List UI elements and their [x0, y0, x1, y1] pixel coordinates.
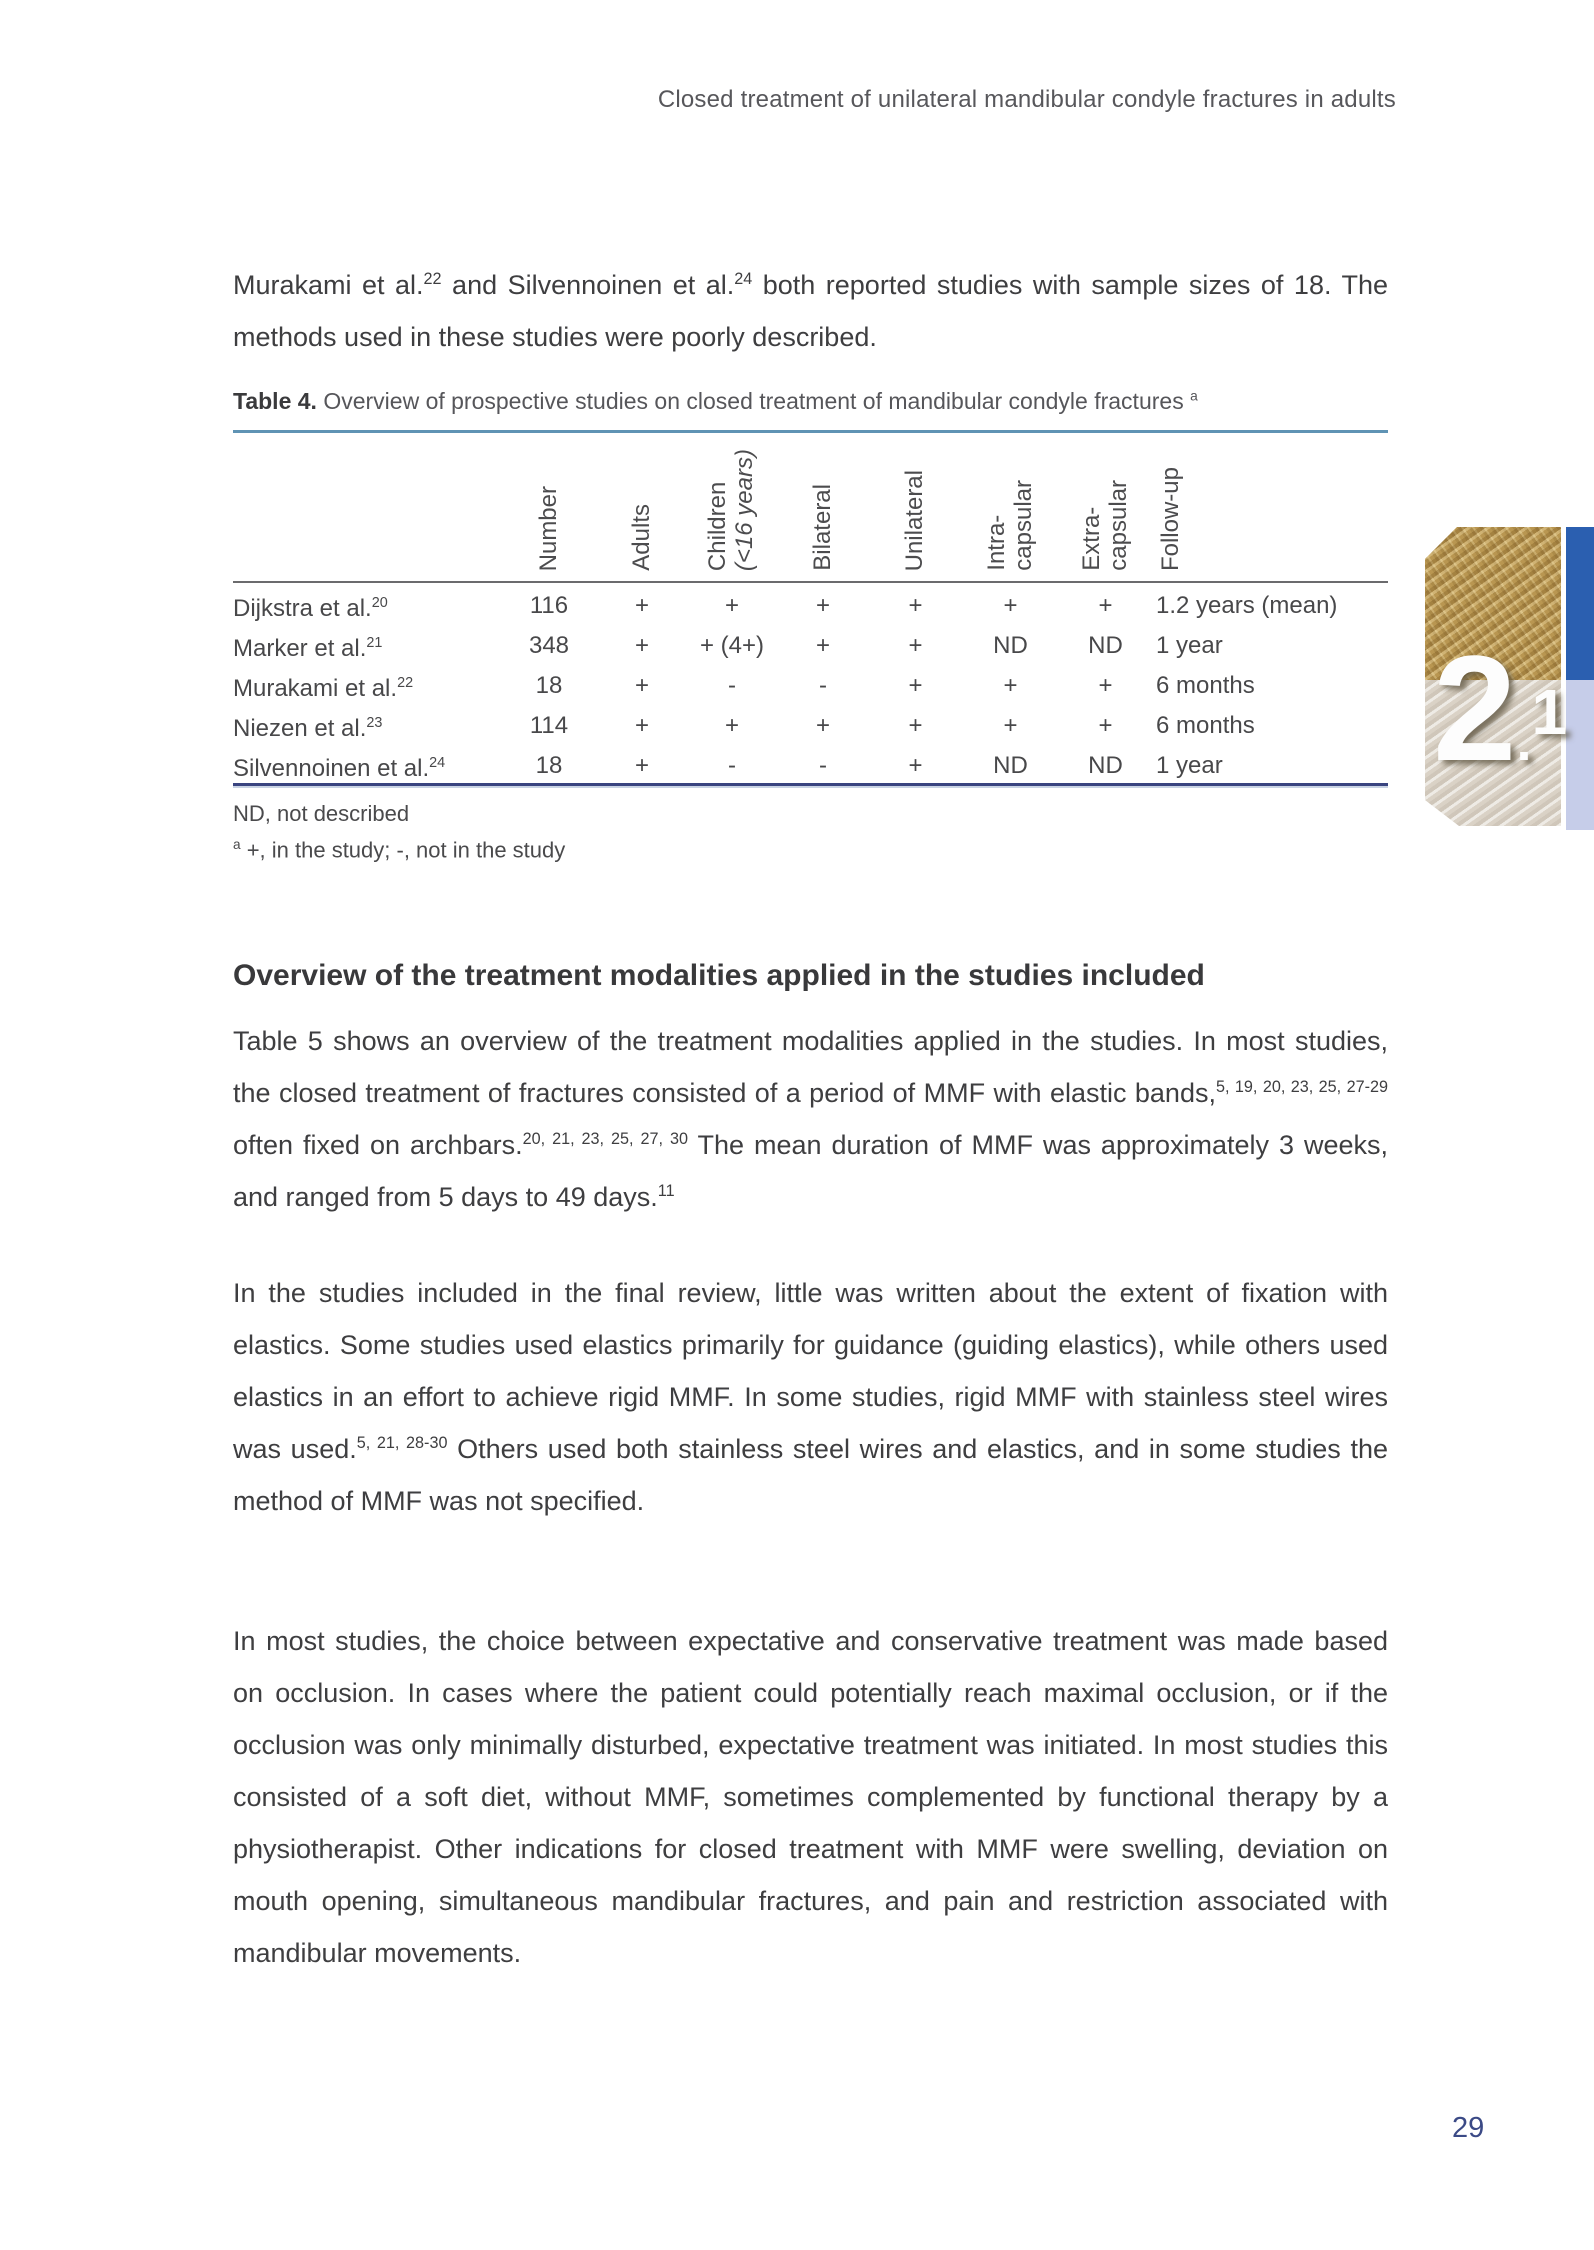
citation-ref: 20, 21, 23, 25, 27, 30 — [522, 1130, 688, 1148]
table-caption-label: Table 4. — [233, 388, 317, 414]
adults-cell: + — [634, 672, 649, 699]
table-row — [233, 743, 1388, 783]
citation-ref: 23 — [366, 715, 383, 731]
footnote-symbols: $^a$ +, in the study; -, not in the study — [233, 837, 566, 863]
citation-ref: 20 — [371, 595, 388, 611]
table-caption — [233, 388, 1388, 415]
citation-ref: 22 — [423, 270, 442, 288]
study-name-cell: Murakami et al.$^{22}$ — [233, 675, 414, 702]
adults-cell: + — [634, 712, 649, 739]
section-heading: Overview of the treatment modalities applied in the studies included — [233, 958, 1205, 992]
intro-text-2: and Silvennoinen et al. — [441, 270, 735, 300]
table-footnotes — [233, 798, 1388, 865]
table-caption-note-mark: a — [1190, 388, 1198, 404]
column-header-followup: Follow-up — [1157, 466, 1184, 571]
extracapsular-cell: ND — [1088, 632, 1123, 659]
bilateral-cell: - — [819, 752, 827, 779]
citation-ref: 22 — [397, 675, 414, 691]
column-header-adults: Adults — [627, 504, 655, 571]
study-name-cell: Marker et al.$^{21}$ — [233, 635, 383, 662]
table-header-row — [233, 433, 1388, 583]
bilateral-cell: + — [815, 632, 830, 659]
blue-accent-strip — [1566, 527, 1594, 680]
number-cell: 348 — [528, 632, 570, 659]
study-name-cell: Silvennoinen et al.$^{24}$ — [233, 755, 446, 782]
column-header-study — [233, 433, 501, 581]
intracapsular-cell: + — [1003, 592, 1018, 619]
running-head: Closed treatment of unilateral mandibular condyle fractures in adults — [657, 86, 1396, 113]
bilateral-cell: + — [815, 712, 830, 739]
column-header-children: Children (<16 years) — [704, 448, 758, 571]
chapter-badge — [1425, 527, 1594, 827]
column-header-extracapsular: Extra- capsular — [1077, 480, 1132, 571]
citation-ref: 24 — [429, 755, 446, 771]
citation-ref: 5, 21, 28-30 — [356, 1434, 448, 1452]
chapter-number: 2.1 — [1433, 624, 1568, 792]
followup-cell: 1 year — [1156, 632, 1223, 659]
followup-cell: 1 year — [1156, 752, 1223, 779]
bilateral-cell: - — [819, 672, 827, 699]
children-cell: + — [724, 712, 739, 739]
table-caption-text: Overview of prospective studies on closed treatment of mandibular condyle fractures — [316, 388, 1191, 414]
column-header-intracapsular: Intra- capsular — [982, 480, 1037, 571]
extracapsular-cell: + — [1098, 592, 1113, 619]
unilateral-cell: + — [908, 632, 923, 659]
intro-paragraph — [233, 259, 1388, 363]
adults-cell: + — [634, 592, 649, 619]
study-name-cell: Dijkstra et al.$^{20}$ — [233, 595, 388, 622]
adults-cell: + — [634, 632, 649, 659]
extracapsular-cell: + — [1098, 712, 1113, 739]
followup-cell: 6 months — [1156, 712, 1255, 739]
citation-ref: 24 — [734, 270, 753, 288]
footnote-nd: ND, not described — [233, 801, 410, 826]
footnote-mark: a — [233, 837, 241, 852]
unilateral-cell: + — [908, 752, 923, 779]
citation-ref: 5, 19, 20, 23, 25, 27-29 — [1215, 1078, 1388, 1096]
table-row — [233, 623, 1388, 663]
number-cell: 116 — [529, 592, 569, 619]
children-cell: + (4+) — [699, 632, 765, 659]
citation-ref: 21 — [366, 635, 383, 651]
page-number: 29 — [1452, 2112, 1485, 2144]
column-header-number: Number — [534, 485, 562, 571]
body-paragraph-1: Table 5 shows an overview of the treatment modalities applied in the studies. In most studies, the closed treatment of fractures consisted of a period of MMF with elastic bands,$^{5, 19, 20, 23, 25, 27-29}$ often fixed on archbars.$^{20, 21, 23, 25, 27, 30}$ The mean duration of MMF was approximately 3 weeks, and ranged from 5 days to 49 days.$^{11}$ — [233, 1026, 1389, 1212]
data-table — [233, 430, 1388, 786]
table-row — [233, 663, 1388, 703]
unilateral-cell: + — [908, 672, 923, 699]
bilateral-cell: + — [815, 592, 830, 619]
intro-text-3: both reported studies with sample sizes of 18. The methods used in these studies were poorly described. — [233, 270, 1388, 352]
intracapsular-cell: + — [1003, 672, 1018, 699]
intracapsular-cell: + — [1003, 712, 1018, 739]
body-paragraph-3: In most studies, the choice between expectative and conservative treatment was made based on occlusion. In cases where the patient could potentially reach maximal occlusion, or if the occlusion was only minimally disturbed, expectative treatment was initiated. In most studies this consisted of a soft diet, without MMF, sometimes complemented by functional therapy by a physiotherapist. Other indications for closed treatment with MMF were swelling, deviation on mouth opening, simultaneous mandibular fractures, and pain and restriction associated with mandibular movements. — [233, 1626, 1388, 1968]
table-4 — [233, 388, 1388, 865]
table-row — [233, 703, 1388, 743]
children-cell: + — [724, 592, 739, 619]
children-cell: - — [728, 672, 736, 699]
adults-cell: + — [634, 752, 649, 779]
number-cell: 18 — [535, 752, 563, 779]
intro-text-1: Murakami et al. — [233, 270, 424, 300]
body-paragraph-2: In the studies included in the final review, little was written about the extent of fixation with elastics. Some studies used elastics primarily for guidance (guiding elastics), while others used elastics in an effort to achieve rigid MMF. In some studies, rigid MMF with stainless steel wires was used.$^{5, 21, 28-30}$ Others used both stainless steel wires and elastics, and in some studies the method of MMF was not specified. — [233, 1278, 1388, 1516]
intracapsular-cell: ND — [993, 752, 1028, 779]
citation-ref: 11 — [657, 1182, 675, 1200]
table-row — [233, 583, 1388, 623]
unilateral-cell: + — [908, 712, 923, 739]
extracapsular-cell: + — [1098, 672, 1113, 699]
column-header-unilateral: Unilateral — [901, 469, 929, 571]
followup-cell: 1.2 years (mean) — [1156, 592, 1338, 619]
unilateral-cell: + — [908, 592, 923, 619]
number-cell: 114 — [529, 712, 569, 739]
intracapsular-cell: ND — [993, 632, 1028, 659]
number-cell: 18 — [535, 672, 563, 699]
children-cell: - — [728, 752, 736, 779]
table-body — [233, 583, 1388, 786]
column-header-bilateral: Bilateral — [808, 484, 836, 571]
followup-cell: 6 months — [1156, 672, 1255, 699]
study-name-cell: Niezen et al.$^{23}$ — [233, 715, 383, 742]
extracapsular-cell: ND — [1088, 752, 1123, 779]
lavender-accent-strip — [1566, 680, 1594, 830]
